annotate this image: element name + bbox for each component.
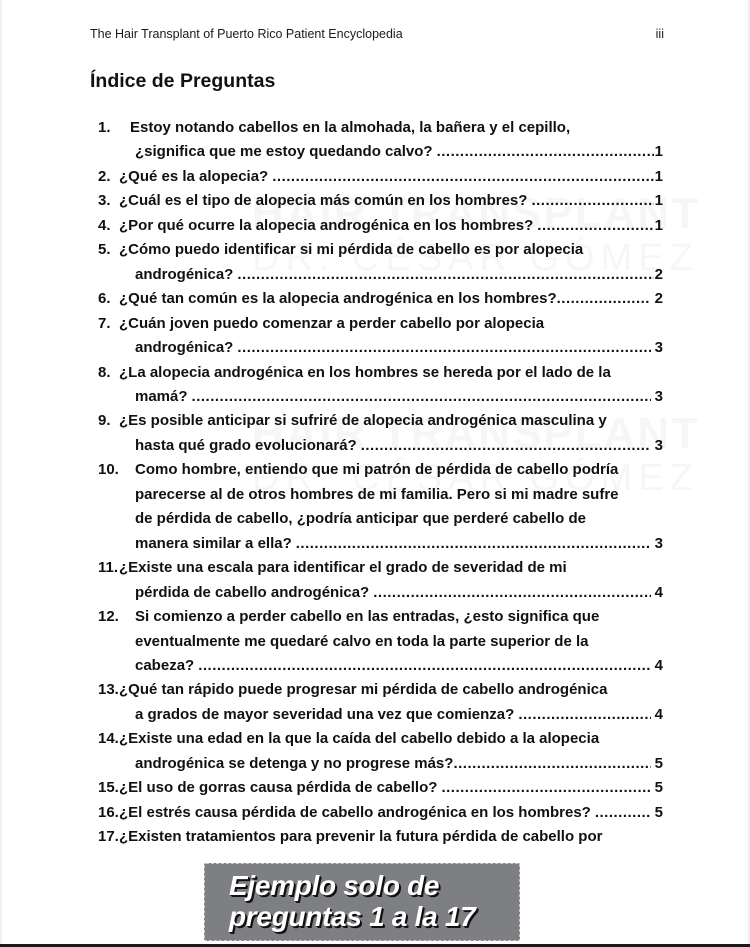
toc-entry[interactable] bbox=[2, 605, 750, 678]
dot-leader bbox=[198, 654, 650, 678]
entry-line bbox=[119, 361, 663, 385]
entry-page-number: 2 bbox=[654, 265, 663, 283]
entry-line bbox=[135, 581, 663, 605]
entry-number: 17. bbox=[98, 828, 119, 846]
entry-line bbox=[119, 238, 663, 262]
entry-text: Como hombre, entiendo que mi patrón de pérdida de cabello podría bbox=[135, 461, 619, 479]
entry-text: ¿significa que me estoy quedando calvo? bbox=[135, 143, 433, 161]
entry-number: 5. bbox=[98, 241, 111, 259]
entry-line bbox=[119, 801, 663, 825]
entry-page-number: 1 bbox=[654, 143, 663, 161]
entry-page-number: 5 bbox=[654, 803, 663, 821]
entry-line bbox=[130, 116, 663, 140]
entry-text: Estoy notando cabellos en la almohada, la bañera y el cepillo, bbox=[130, 119, 571, 136]
entry-text: ¿Por qué ocurre la alopecia androgénica en los hombres? bbox=[119, 216, 534, 234]
entry-text: eventualmente me quedaré calvo en toda la parte superior de la bbox=[135, 632, 589, 650]
entry-number: 6. bbox=[98, 290, 111, 308]
entry-page-number: 2 bbox=[654, 290, 663, 308]
entry-number: 7. bbox=[98, 314, 111, 332]
banner-line-2: preguntas 1 a la 17 bbox=[229, 901, 476, 932]
entry-line bbox=[135, 752, 663, 776]
toc-entry[interactable] bbox=[2, 801, 750, 825]
toc-entry[interactable] bbox=[2, 189, 750, 213]
entry-line bbox=[135, 385, 663, 409]
entry-number: 11. bbox=[98, 559, 119, 577]
dot-leader bbox=[557, 287, 651, 311]
toc-entry[interactable] bbox=[2, 825, 750, 849]
entry-number: 3. bbox=[98, 192, 111, 210]
toc-entry[interactable] bbox=[2, 727, 750, 776]
entry-text: ¿Existe una edad en la que la caída del cabello debido a la alopecia bbox=[119, 730, 600, 748]
entry-number: 12. bbox=[98, 608, 119, 626]
toc-entry[interactable] bbox=[2, 458, 750, 556]
entry-text: parecerse al de otros hombres de mi familia. Pero si mi madre sufre bbox=[135, 485, 619, 503]
entry-number: 16. bbox=[98, 803, 119, 821]
entry-text: ¿Existen tratamientos para prevenir la futura pérdida de cabello por bbox=[119, 828, 603, 846]
entry-text: a grados de mayor severidad una vez que comienza? bbox=[135, 705, 515, 723]
entry-line bbox=[135, 263, 663, 287]
entry-number: 2. bbox=[98, 167, 111, 185]
entry-line bbox=[119, 409, 663, 433]
running-header bbox=[90, 27, 664, 41]
toc-entry[interactable] bbox=[2, 361, 750, 410]
sample-notice-banner bbox=[204, 863, 520, 941]
entry-line bbox=[119, 825, 663, 849]
toc-entry[interactable] bbox=[2, 116, 750, 165]
entry-text: androgénica? bbox=[135, 265, 234, 283]
entry-text: ¿Existe una escala para identificar el grado de severidad de mi bbox=[119, 559, 567, 577]
entry-page-number: 3 bbox=[654, 339, 663, 357]
entry-text: Si comienzo a perder cabello en las entradas, ¿esto significa que bbox=[135, 608, 600, 626]
entry-line bbox=[135, 630, 663, 654]
entry-text: hasta qué grado evolucionará? bbox=[135, 436, 357, 454]
entry-text: mamá? bbox=[135, 387, 188, 405]
entry-page-number: 4 bbox=[654, 656, 663, 674]
table-of-contents bbox=[2, 116, 750, 850]
entry-page-number: 3 bbox=[654, 534, 663, 552]
entry-text: manera similar a ella? bbox=[135, 534, 292, 552]
entry-number: 14. bbox=[98, 730, 119, 748]
entry-text: androgénica? bbox=[135, 339, 234, 357]
entry-number: 13. bbox=[98, 681, 119, 699]
entry-line bbox=[119, 556, 663, 580]
entry-page-number: 1 bbox=[654, 192, 663, 210]
entry-text: ¿Qué tan rápido puede progresar mi pérdida de cabello androgénica bbox=[119, 681, 608, 699]
entry-text: ¿Es posible anticipar si sufriré de alopecia androgénica masculina y bbox=[119, 412, 607, 430]
entry-text: ¿Cuál es el tipo de alopecia más común en los hombres? bbox=[119, 192, 528, 210]
entry-text: ¿Qué tan común es la alopecia androgénica en los hombres? bbox=[119, 290, 557, 308]
entry-page-number: 1 bbox=[654, 167, 663, 185]
entry-text: ¿La alopecia androgénica en los hombres se hereda por el lado de la bbox=[119, 363, 611, 381]
dot-leader bbox=[453, 752, 650, 776]
entry-line bbox=[119, 678, 663, 702]
entry-line bbox=[119, 214, 663, 238]
entry-line bbox=[135, 140, 663, 164]
entry-line bbox=[119, 312, 663, 336]
entry-number: 4. bbox=[98, 216, 111, 234]
toc-entry[interactable] bbox=[2, 238, 750, 287]
dot-leader bbox=[595, 801, 651, 825]
entry-line bbox=[119, 727, 663, 751]
dot-leader bbox=[272, 165, 653, 189]
dot-leader bbox=[296, 532, 651, 556]
entry-page-number: 5 bbox=[654, 779, 663, 797]
toc-entry[interactable] bbox=[2, 287, 750, 311]
entry-line bbox=[135, 507, 663, 531]
entry-number: 8. bbox=[98, 363, 111, 381]
toc-entry[interactable] bbox=[2, 312, 750, 361]
dot-leader bbox=[441, 776, 650, 800]
entry-line bbox=[135, 654, 663, 678]
entry-line bbox=[135, 483, 663, 507]
entry-line bbox=[119, 287, 663, 311]
dot-leader bbox=[373, 581, 650, 605]
toc-entry[interactable] bbox=[2, 409, 750, 458]
dot-leader bbox=[361, 434, 651, 458]
entry-number: 10. bbox=[98, 461, 119, 479]
entry-text: androgénica se detenga y no progrese más? bbox=[135, 754, 454, 772]
dot-leader bbox=[518, 703, 650, 727]
page-title: Índice de Preguntas bbox=[90, 70, 276, 92]
dot-leader bbox=[192, 385, 651, 409]
dot-leader bbox=[537, 214, 653, 238]
entry-text: ¿El estrés causa pérdida de cabello androgénica en los hombres? bbox=[119, 803, 591, 821]
dot-leader bbox=[437, 140, 654, 164]
banner-line-1: Ejemplo solo de bbox=[229, 870, 440, 901]
book-title: The Hair Transplant of Puerto Rico Patient Encyclopedia bbox=[90, 27, 403, 41]
entry-page-number: 3 bbox=[654, 387, 663, 405]
toc-entry[interactable] bbox=[2, 214, 750, 238]
entry-line bbox=[119, 776, 663, 800]
page-number: iii bbox=[655, 27, 664, 41]
entry-page-number: 4 bbox=[654, 583, 663, 601]
entry-line bbox=[135, 434, 663, 458]
toc-entry[interactable] bbox=[2, 556, 750, 605]
entry-text: ¿Cuán joven puedo comenzar a perder cabello por alopecia bbox=[119, 314, 545, 332]
entry-text: de pérdida de cabello, ¿podría anticipar que perderé cabello de bbox=[135, 510, 586, 528]
dot-leader bbox=[237, 263, 653, 287]
entry-number: 15. bbox=[98, 779, 119, 797]
entry-text: ¿Qué es la alopecia? bbox=[119, 167, 269, 185]
dot-leader bbox=[531, 189, 653, 213]
entry-text: cabeza? bbox=[135, 656, 195, 674]
entry-page-number: 3 bbox=[654, 436, 663, 454]
entry-line bbox=[119, 189, 663, 213]
entry-line bbox=[135, 703, 663, 727]
entry-page-number: 5 bbox=[654, 754, 663, 772]
dot-leader bbox=[237, 336, 650, 360]
entry-line bbox=[135, 458, 663, 482]
entry-text: ¿El uso de gorras causa pérdida de cabello? bbox=[119, 779, 438, 797]
entry-line bbox=[135, 532, 663, 556]
toc-entry[interactable] bbox=[2, 678, 750, 727]
entry-line bbox=[119, 165, 663, 189]
entry-page-number: 1 bbox=[654, 216, 663, 234]
entry-line bbox=[135, 605, 663, 629]
entry-text: ¿Cómo puedo identificar si mi pérdida de cabello es por alopecia bbox=[119, 241, 584, 259]
entry-text: pérdida de cabello androgénica? bbox=[135, 583, 370, 601]
entry-page-number: 4 bbox=[654, 705, 663, 723]
toc-entry[interactable] bbox=[2, 776, 750, 800]
entry-line bbox=[135, 336, 663, 360]
toc-entry[interactable] bbox=[2, 165, 750, 189]
entry-number: 1. bbox=[98, 119, 111, 136]
entry-number: 9. bbox=[98, 412, 111, 430]
